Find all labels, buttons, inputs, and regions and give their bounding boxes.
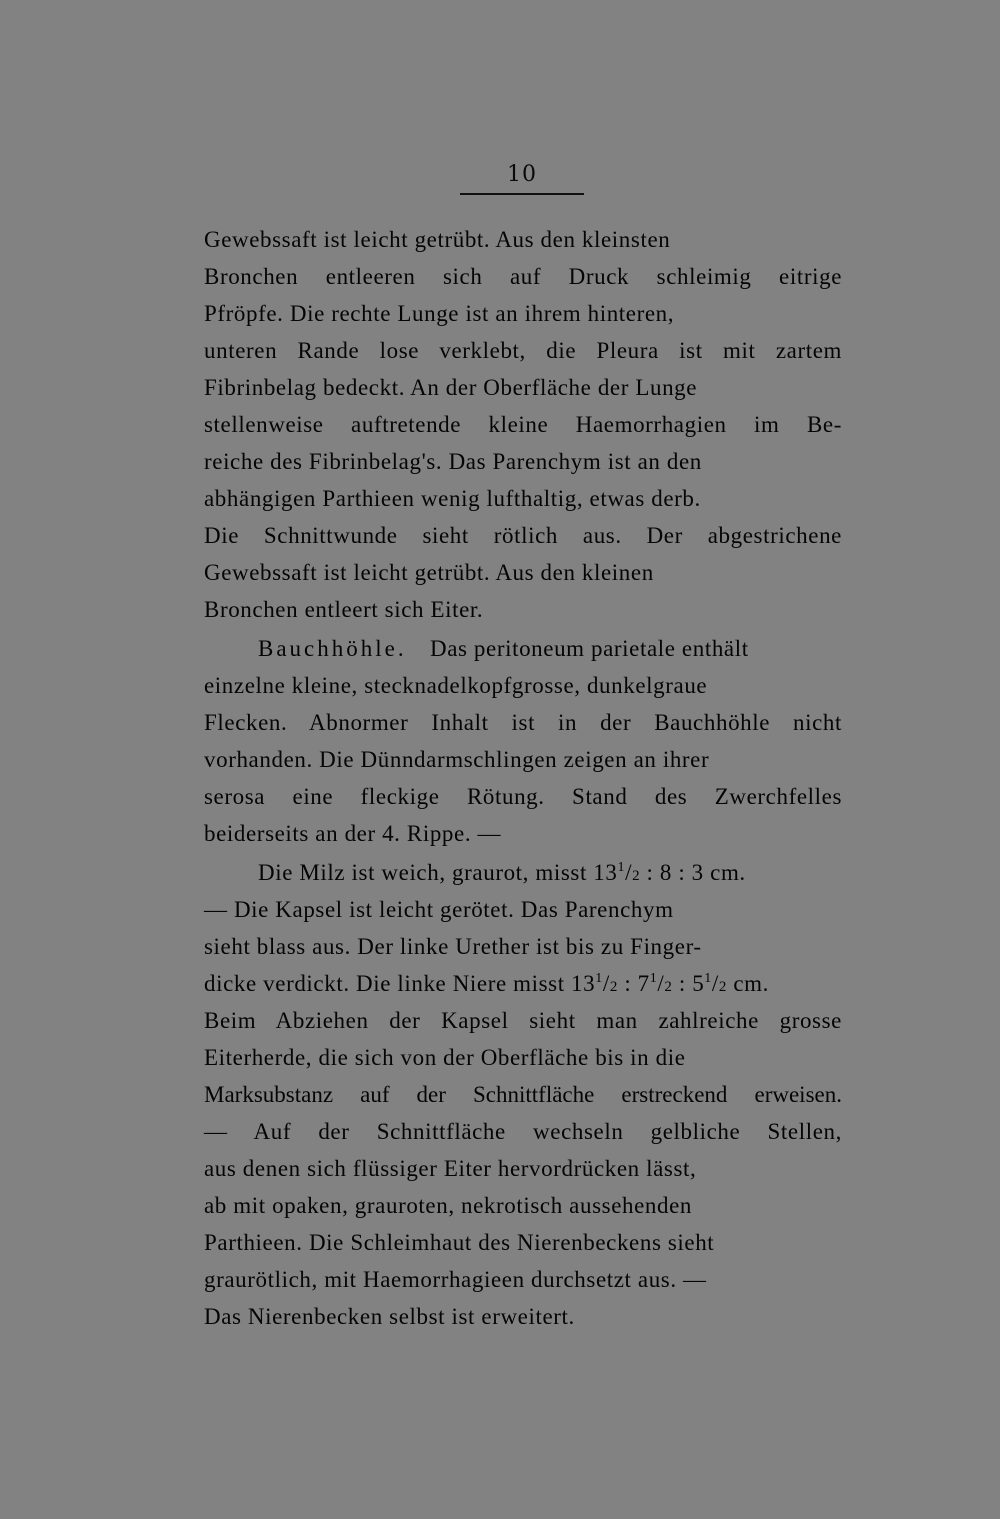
text-segment — [204, 967, 769, 1005]
text-line — [0, 1152, 1000, 1186]
text-line — [0, 445, 1000, 479]
fraction-numerator: 1 — [704, 971, 712, 986]
text-segment: Pfröpfe. Die rechte Lunge ist an ihrem hinteren, — [204, 301, 675, 326]
text-line — [0, 1300, 1000, 1334]
text-line — [0, 632, 1000, 666]
text-segment: Das peritoneum parietale enthält — [430, 636, 749, 661]
text-line — [0, 1115, 1000, 1149]
text-segment: abhängigen Parthieen wenig lufthaltig, etwas derb. — [204, 486, 701, 511]
text-segment: Das Nierenbecken selbst ist erweitert. — [204, 1304, 575, 1329]
fraction-slash: / — [625, 860, 633, 885]
text-run: : 5 — [672, 971, 705, 996]
fraction-slash: / — [602, 971, 610, 996]
text-segment: Flecken. Abnormer Inhalt ist in der Bauchhöhle nicht — [204, 710, 843, 735]
text-line — [0, 334, 1000, 368]
text-segment: stellenweise auftretende kleine Haemorrhagien im Be- — [204, 412, 842, 437]
text-line — [0, 893, 1000, 927]
fraction-numerator: 1 — [649, 971, 658, 986]
text-line — [0, 780, 1000, 814]
fraction-numerator: 1 — [595, 971, 603, 986]
text-segment — [258, 856, 746, 894]
text-line — [0, 408, 1000, 442]
text-line — [0, 669, 1000, 703]
text-segment: Fibrinbelag bedeckt. An der Oberfläche der Lunge — [204, 375, 698, 400]
text-run: cm. — [727, 971, 770, 996]
text-line — [0, 817, 1000, 851]
text-segment: unteren Rande lose verklebt, die Pleura ist mit zartem — [204, 338, 843, 363]
text-line — [0, 297, 1000, 331]
text-segment: Gewebssaft ist leicht getrübt. Aus den kleinen — [204, 560, 654, 585]
text-line — [0, 930, 1000, 964]
text-line — [0, 967, 1000, 1001]
section-heading: Bauchhöhle. — [258, 636, 407, 661]
fraction-slash: / — [657, 971, 665, 996]
text-segment: reiche des Fibrinbelag's. Das Parenchym ist an den — [204, 449, 702, 474]
text-segment: vorhanden. Die Dünndarmschlingen zeigen an ihrer — [204, 747, 710, 772]
text-run: : 8 : 3 cm. — [640, 860, 746, 885]
text-line — [0, 482, 1000, 516]
text-segment: aus denen sich flüssiger Eiter hervordrücken lässt, — [204, 1156, 697, 1181]
text-line — [0, 1041, 1000, 1075]
fraction-denominator: 2 — [632, 868, 641, 884]
text-run: dicke verdickt. Die linke Niere misst 13 — [204, 971, 596, 996]
text-line — [0, 556, 1000, 590]
text-line — [0, 706, 1000, 740]
text-run: Die Milz ist weich, graurot, misst 13 — [258, 860, 618, 885]
text-line — [0, 260, 1000, 294]
text-segment: Beim Abziehen der Kapsel sieht man zahlreiche grosse — [204, 1008, 842, 1033]
page-number: 10 — [507, 162, 537, 187]
text-segment: serosa eine fleckige Rötung. Stand des Zwerchfelles — [204, 784, 843, 809]
fraction-denominator: 2 — [664, 979, 673, 995]
text-segment: ab mit opaken, grauroten, nekrotisch aussehenden — [204, 1193, 693, 1218]
text-segment: Parthieen. Die Schleimhaut des Nierenbeckens sieht — [204, 1230, 715, 1255]
text-line — [0, 593, 1000, 627]
text-segment: graurötlich, mit Haemorrhagieen durchsetzt aus. — — [204, 1267, 707, 1292]
text-line — [0, 223, 1000, 257]
text-segment: Bronchen entleeren sich auf Druck schleimig eitrige — [204, 264, 842, 289]
text-line — [0, 856, 1000, 890]
text-segment: Bronchen entleert sich Eiter. — [204, 597, 484, 622]
text-line — [0, 519, 1000, 553]
text-segment: Eiterherde, die sich von der Oberfläche bis in die — [204, 1045, 686, 1070]
text-run: : 7 — [617, 971, 650, 996]
text-line — [0, 1263, 1000, 1297]
text-line — [0, 1004, 1000, 1038]
text-line — [0, 1078, 1000, 1112]
text-segment: — Auf der Schnittfläche wechseln gelbliche Stellen, — [204, 1119, 842, 1144]
text-segment: beiderseits an der 4. Rippe. — — [204, 821, 502, 846]
fraction-slash: / — [711, 971, 719, 996]
fraction-denominator: 2 — [609, 979, 618, 995]
text-segment: Gewebssaft ist leicht getrübt. Aus den kleinsten — [204, 227, 671, 252]
text-segment: — Die Kapsel ist leicht gerötet. Das Parenchym — [204, 897, 674, 922]
fraction-numerator: 1 — [617, 860, 626, 875]
text-segment: sieht blass aus. Der linke Urether ist bis zu Finger- — [204, 934, 702, 959]
text-line — [0, 1226, 1000, 1260]
fraction-denominator: 2 — [718, 979, 728, 995]
text-segment: einzelne kleine, stecknadelkopfgrosse, dunkelgraue — [204, 673, 708, 698]
text-segment: Die Schnittwunde sieht rötlich aus. Der abgestrichene — [204, 523, 842, 548]
text-segment: Marksubstanz auf der Schnittfläche erstreckend erweisen. — [204, 1082, 842, 1107]
text-line — [0, 743, 1000, 777]
page-number-rule — [460, 193, 584, 195]
text-line — [0, 1189, 1000, 1223]
text-line — [0, 371, 1000, 405]
